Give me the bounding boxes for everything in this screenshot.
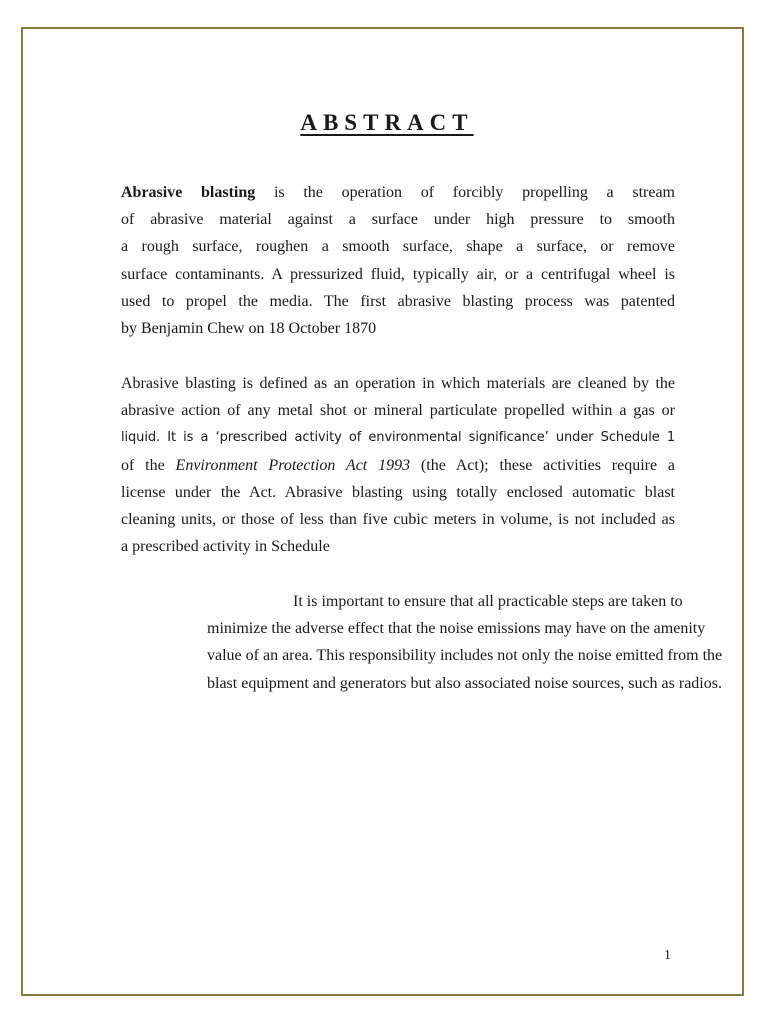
paragraph-3-line: value of an area. This responsibility includes not only the noise emitted from the	[207, 647, 723, 665]
page-title	[0, 108, 768, 138]
paragraph-1-line: of abrasive material against a surface under high pressure to smooth	[121, 211, 675, 229]
paragraph-1-line: surface contaminants. A pressurized fluid, typically air, or a centrifugal wheel is	[121, 265, 675, 283]
paragraph-2-line: license under the Act. Abrasive blasting using totally enclosed automatic blast	[121, 483, 675, 501]
paragraph-2	[121, 370, 675, 560]
paragraph-3-line: minimize the adverse effect that the noise emissions may have on the amenity	[207, 620, 706, 638]
paragraph-3-line: It is important to ensure that all practicable steps are taken to	[293, 593, 683, 610]
paragraph-2-line: a prescribed activity in Schedule	[121, 538, 330, 556]
paragraph-1-line: by Benjamin Chew on 18 October 1870	[121, 320, 377, 338]
paragraph-1-line	[121, 179, 675, 206]
paragraph-1-line: a rough surface, roughen a smooth surface, shape a surface, or remove	[121, 238, 675, 256]
paragraph-1	[121, 179, 675, 342]
paragraph-1-line: used to propel the media. The first abrasive blasting process was patented	[121, 292, 675, 310]
paragraph-2-line-text: (the Act); these activities require a	[410, 456, 676, 474]
paragraph-2-line: liquid. It is a ‘prescribed activity of environmental significance’ under Schedule 1	[121, 430, 675, 446]
page-number: 1	[664, 948, 671, 963]
page-title-text: ABSTRACT	[300, 110, 474, 135]
paragraph-2-line	[121, 452, 675, 479]
term-abrasive-blasting: Abrasive blasting	[121, 184, 256, 201]
paragraph-2-line: cleaning units, or those of less than five cubic meters in volume, is not included as	[121, 511, 675, 529]
paragraph-1-line-text: is the operation of forcibly propelling a stream	[273, 184, 676, 201]
paragraph-2-line-text: of the	[121, 456, 176, 474]
paragraph-3-line: blast equipment and generators but also associated noise sources, such as radios.	[207, 674, 722, 692]
paragraph-2-line: Abrasive blasting is defined as an operation in which materials are cleaned by the	[121, 375, 675, 392]
act-name: Environment Protection Act 1993	[175, 456, 411, 474]
paragraph-2-line: abrasive action of any metal shot or mineral particulate propelled within a gas or	[121, 402, 675, 420]
paragraph-3	[121, 588, 723, 697]
